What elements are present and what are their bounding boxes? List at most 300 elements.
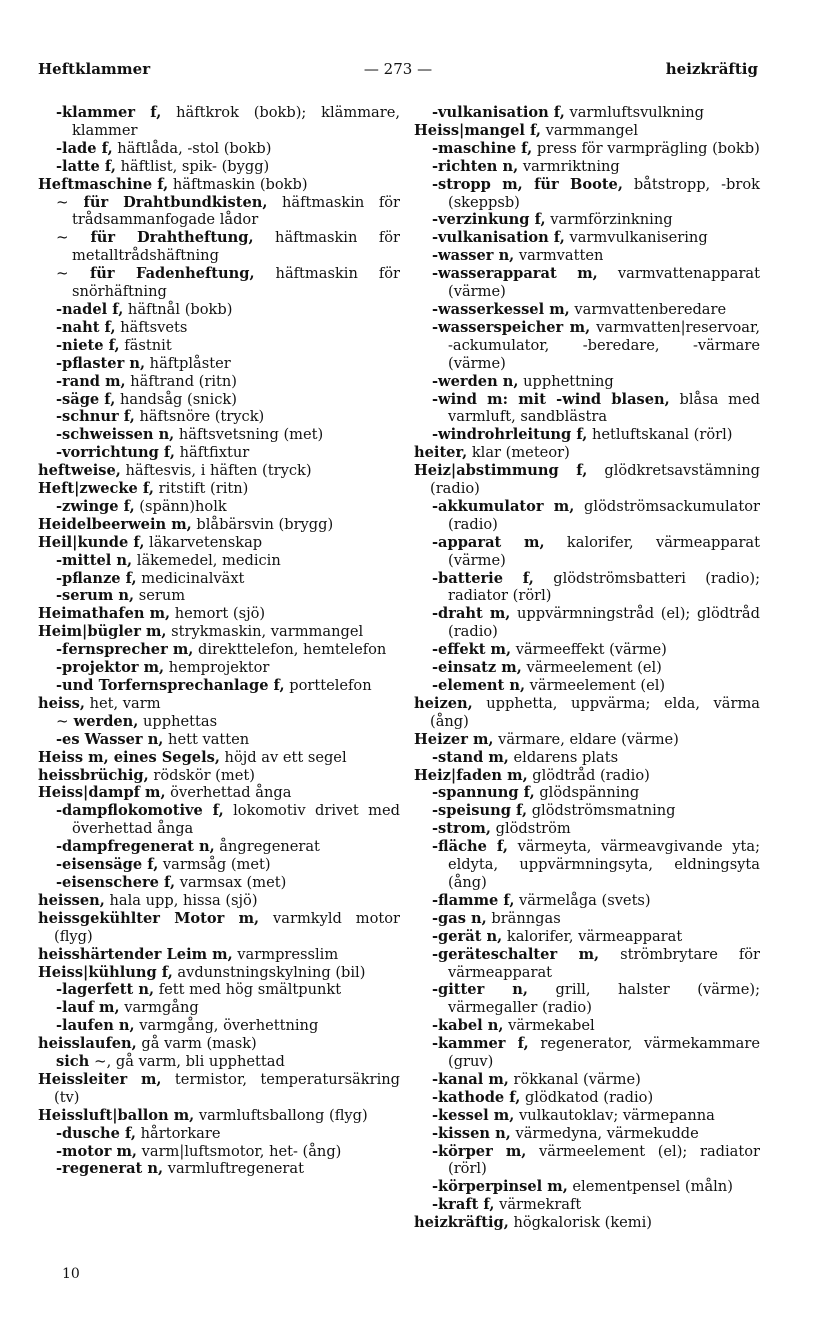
definition: hårtorkare [136,1124,221,1142]
headword: -und Torfernsprechanlage f, [56,677,285,694]
subentry [414,1178,760,1196]
definition: klar (meteor) [467,444,570,462]
headword: -dusche f, [56,1124,136,1142]
subentry [414,749,760,767]
definition: fästnit [119,336,172,354]
entry [38,480,400,498]
definition: porttelefon [284,677,372,694]
headword: -mittel n, [56,551,133,569]
subentry [414,1017,760,1035]
definition: häftmaskin för snörhäftning [72,265,401,301]
definition: varmgång, överhettning [134,1017,319,1035]
definition: värmeeffekt (värme) [511,641,667,659]
subentry [414,391,760,427]
definition: varmsåg (met) [158,856,271,874]
definition: varmluftsballong (flyg) [194,1106,368,1124]
definition: häftkrok (bokb); klämmare, klammer [72,104,400,139]
headword: -vulkanisation f, [432,229,565,247]
definition: värmeelement (el) [521,659,662,677]
headword: sich [56,1053,90,1071]
subentry [38,713,400,731]
subentry [414,229,760,247]
headword: Heft|zwecke f, [38,480,154,498]
definition: högkalorisk (kemi) [508,1214,652,1232]
definition: varmvatten|reservoar, -ackumulator, -beredare, -värmare (värme) [448,318,760,372]
headword: -effekt m, [432,641,512,659]
headword: -dampflokomotive f, [56,802,224,820]
definition: press för varmprägling (bokb) [532,139,760,157]
headword: Heizer m, [414,730,494,748]
headword: -fernsprecher m, [56,641,194,659]
headword: -richten n, [432,157,519,175]
entry [38,176,400,194]
subentry [38,229,400,265]
definition: varmförzinkning [545,211,673,229]
entry [414,444,760,462]
headword: -apparat m, [432,533,545,551]
subentry [414,104,760,122]
headword: heftweise, [38,462,121,480]
subentry [38,1017,400,1035]
definition: häftmaskin för metalltrådshäftning [72,229,401,265]
definition: rökkanal (värme) [508,1070,641,1088]
subentry [38,641,400,659]
headword: heizkräftig, [414,1214,509,1232]
headword: -vorrichtung f, [56,444,175,462]
headword: -wasser n, [432,247,515,265]
headword: heissen, [38,891,105,909]
headword: Heim|bügler m, [38,623,167,641]
subentry [414,641,760,659]
subentry [414,677,760,695]
headword: -serum n, [56,587,135,605]
subentry [414,158,760,176]
definition: varmriktning [518,157,620,175]
entry [38,1035,400,1053]
subentry [414,946,760,982]
subentry [414,301,760,319]
entry [38,605,400,623]
subentry [38,194,400,230]
definition: glödkatod (radio) [520,1088,654,1106]
definition: varmpresslim [232,945,339,963]
subentry [414,1035,760,1071]
definition: överhettad ånga [165,784,292,802]
page-number: — 273 — [363,60,433,78]
subentry [414,140,760,158]
definition: hetluftskanal (rörl) [587,426,733,444]
entry [414,731,760,749]
headword: -windrohrleitung f, [432,426,588,444]
definition: varmluftsvulkning [564,104,705,121]
headword: -latte f, [56,157,116,175]
headword: -naht f, [56,318,116,336]
entry [414,767,760,785]
subentry [38,838,400,856]
definition: medicinalväxt [136,569,245,587]
headword: -niete f, [56,336,120,354]
definition: varmluftregenerat [163,1160,304,1178]
subentry [38,426,400,444]
headword: -wasserspeicher m, [432,318,591,336]
tilde-mark: ~ [56,228,69,247]
headword: -kissen n, [432,1124,511,1142]
subentry [38,659,400,677]
entry [38,534,400,552]
headword: -wind m: mit -wind blasen, [432,390,670,408]
headword: -säge f, [56,390,116,408]
headword: -laufen n, [56,1017,135,1035]
headword: -motor m, [56,1142,137,1160]
definition: , gå varm, bli upphettad [106,1053,285,1071]
headword: -lagerfett n, [56,981,155,999]
subentry [38,874,400,892]
definition: värmelåga (svets) [514,891,651,909]
headword: -werden n, [432,372,519,390]
subentry [414,820,760,838]
definition: båtstropp, -brok (skeppsb) [448,175,760,211]
definition: häftplåster [145,354,231,372]
definition: direkttelefon, hemtelefon [193,641,387,659]
headword: Heiss m, eines Segels, [38,748,220,766]
entry [38,695,400,713]
headword: Heil|kunde f, [38,533,145,551]
entry [38,767,400,785]
subentry [414,498,760,534]
headword: -körper m, [432,1142,527,1160]
headword: -nadel f, [56,300,124,318]
headword: Heiss|kühlung f, [38,963,173,981]
entry [414,1214,760,1232]
headword: -es Wasser n, [56,730,164,748]
subentry [414,1143,760,1179]
headword: Heiz|abstimmung f, [414,462,588,480]
definition: termistor, temperatursäkring (tv) [54,1070,400,1106]
subentry [414,802,760,820]
definition: varmvatten [514,247,604,265]
subentry [414,605,760,641]
definition: hala upp, hissa (sjö) [104,891,258,909]
headword: Heissleiter m, [38,1070,162,1088]
definition: värmedyna, värmekudde [510,1124,699,1142]
definition: häftlist, spik- (bygg) [115,157,270,175]
definition: hett vatten [163,730,250,748]
subentry [414,319,760,373]
entry [38,784,400,802]
subentry [38,1160,400,1178]
definition: kalorifer, värmeapparat (värme) [448,533,760,569]
subentry [38,408,400,426]
headword: -lade f, [56,139,113,157]
headword: -strom, [432,820,491,838]
definition: glödströmsbatteri (radio); radiator (rörl) [448,569,760,605]
definition: upphettning [518,372,614,390]
definition: läkarvetenskap [144,533,263,551]
headword: -draht m, [432,605,511,623]
definition: elementpensel (måln) [567,1178,733,1196]
headword: für Fadenheftung, [68,265,255,283]
headword: für Drahtheftung, [68,229,254,247]
headword: -kammer f, [432,1035,529,1053]
headword: heiss, [38,694,85,712]
entry [38,964,400,982]
definition: häftmaskin för trådsammanfogade lådor [72,193,400,229]
definition: häftsnöre (tryck) [134,408,265,426]
headword: Heftmaschine f, [38,175,169,193]
headword: -maschine f, [432,139,533,157]
definition: glödtråd (radio) [527,766,650,784]
subentry [414,570,760,606]
definition: vulkautoklav; värmepanna [514,1106,715,1124]
entry [38,946,400,964]
entry [38,910,400,946]
right-column [414,104,760,1232]
definition: regenerator, värmekammare (gruv) [448,1035,760,1071]
definition: lokomotiv drivet med överhettad ånga [72,802,400,838]
subentry [38,802,400,838]
definition: häftmaskin (bokb) [168,175,308,193]
subentry [414,1071,760,1089]
definition: häftfixtur [174,444,250,462]
definition: varmsax (met) [175,873,287,891]
entry [414,462,760,498]
subentry [38,158,400,176]
tilde-mark: ~ [56,264,69,283]
subentry [38,981,400,999]
subentry [414,784,760,802]
subentry [38,570,400,588]
entry [38,1107,400,1125]
tilde-mark: ~ [56,192,69,211]
subentry [38,355,400,373]
headword: Heiz|faden m, [414,766,528,784]
subentry [38,373,400,391]
header-left-guideword: Heftklammer [38,60,151,78]
headword: -geräteschalter m, [432,945,600,963]
subentry [414,838,760,892]
headword: Heiss|dampf m, [38,784,166,802]
definition: het, varm [84,694,161,712]
subentry [414,1125,760,1143]
headword: -körperpinsel m, [432,1178,568,1196]
headword: -kabel n, [432,1017,504,1035]
definition: varmkyld motor (flyg) [54,909,400,945]
subentry [414,373,760,391]
definition: strömbrytare för värmeapparat [448,945,761,981]
subentry [38,498,400,516]
definition: läkemedel, medicin [132,551,281,569]
headword: -projektor m, [56,659,165,677]
definition: värmeelement (el) [525,677,666,694]
headword: -stropp m, für Boote, [432,175,623,193]
definition: värmare, eldare (värme) [493,730,679,748]
entry [414,695,760,731]
headword: für Drahtbundkisten, [68,193,268,211]
subentry [38,552,400,570]
subentry [414,1089,760,1107]
definition: blåsa med varmluft, sandblästra [448,390,761,426]
subentry [414,659,760,677]
headword: -gerät n, [432,927,503,945]
definition: varm|luftsmotor, het- (ång) [137,1142,342,1160]
definition: värmekraft [494,1196,582,1214]
definition: blåbärsvin (brygg) [191,515,334,533]
subentry [414,211,760,229]
definition: varmmangel [541,121,639,139]
headword: -kraft f, [432,1196,495,1214]
definition: avdunstningskylning (bil) [172,963,366,981]
headword: -schnur f, [56,408,135,426]
headword: heisslaufen, [38,1035,137,1053]
headword: -dampfregenerat n, [56,838,215,856]
entry [414,122,760,140]
headword: -akkumulator m, [432,497,575,515]
left-column [38,104,400,1178]
definition: häftnål (bokb) [123,300,233,318]
subentry [38,1143,400,1161]
definition: kalorifer, värmeapparat [502,927,683,945]
headword: -gitter n, [432,981,528,999]
entry [38,1071,400,1107]
subentry [38,391,400,409]
headword: heissgekühlter Motor m, [38,909,260,927]
entry [38,516,400,534]
headword: -pflanze f, [56,569,137,587]
definition: värmeelement (el); radiator (rörl) [448,1142,760,1178]
definition: hemprojektor [164,659,270,677]
headword: Heiss|mangel f, [414,121,542,139]
definition: glödström [490,820,571,838]
headword: -zwinge f, [56,497,135,515]
subentry [38,1125,400,1143]
subentry [38,104,400,140]
headword: -spannung f, [432,784,535,802]
headword: werden, [68,712,139,730]
definition: rödskör (met) [148,766,255,784]
headword: -pflaster n, [56,354,146,372]
subentry [38,1053,400,1071]
headword: -element n, [432,677,526,694]
headword: -kathode f, [432,1088,521,1106]
definition: upphettas [138,712,218,730]
definition: eldarens plats [508,748,619,766]
subentry [414,981,760,1017]
definition: serum [134,587,186,605]
headword: -rand m, [56,372,126,390]
headword: -gas n, [432,909,487,927]
definition: strykmaskin, varmmangel [166,623,364,641]
entry [38,749,400,767]
entry [38,462,400,480]
headword: -fläche f, [432,838,508,856]
headword: -speisung f, [432,802,528,820]
entry [38,892,400,910]
subentry [38,337,400,355]
tilde-mark: ~ [56,711,69,730]
headword: -schweissen n, [56,426,175,444]
subentry [38,856,400,874]
subentry [414,910,760,928]
headword: heiter, [414,444,468,462]
subentry [38,587,400,605]
headword: -einsatz m, [432,659,522,677]
headword: Heissluft|ballon m, [38,1106,195,1124]
headword: -kessel m, [432,1106,515,1124]
definition: (spänn)holk [134,497,227,515]
headword: -regenerat n, [56,1160,164,1178]
subentry [38,999,400,1017]
definition: hemort (sjö) [170,605,266,623]
definition: fett med hög smältpunkt [154,981,342,999]
definition: grill, halster (värme); värmegaller (radio) [448,981,760,1017]
definition: häftesvis, i häften (tryck) [120,462,312,480]
signature-mark: 10 [62,1266,80,1282]
definition: handsåg (snick) [115,390,237,408]
definition: glödspänning [534,784,640,802]
subentry [414,534,760,570]
definition: värmeyta, värmeavgivande yta; eldyta, uppvärmningsyta, eldningsyta (ång) [448,838,760,891]
definition: häftsvets [115,318,188,336]
headword: heisshärtender Leim m, [38,945,233,963]
subentry [38,319,400,337]
subentry [414,265,760,301]
subentry [38,731,400,749]
subentry [38,301,400,319]
headword: -lauf m, [56,999,120,1017]
headword: -eisensäge f, [56,856,159,874]
headword: -wasserkessel m, [432,300,570,318]
entry [38,623,400,641]
definition: varmvulkanisering [564,229,708,247]
tilde-mark: ~ [89,1052,107,1071]
definition: glödkretsavstämning (radio) [430,462,760,498]
headword: heizen, [414,694,473,712]
headword: heissbrüchig, [38,766,149,784]
subentry [414,426,760,444]
definition: gå varm (mask) [136,1035,257,1053]
subentry [414,1107,760,1125]
definition: ritstift (ritn) [153,480,249,498]
headword: -eisenschere f, [56,873,176,891]
subentry [38,265,400,301]
definition: ångregenerat [214,838,320,856]
definition: glödströmsackumulator (radio) [448,497,760,533]
subentry [414,176,760,212]
definition: varmgång [119,999,199,1017]
definition: häftlåda, -stol (bokb) [112,139,272,157]
definition: värmekabel [503,1017,595,1035]
subentry [38,140,400,158]
definition: höjd av ett segel [219,748,347,766]
headword: -verzinkung f, [432,211,546,229]
headword: -wasserapparat m, [432,265,598,283]
definition: bränngas [486,909,561,927]
headword: -vulkanisation f, [432,104,565,121]
definition: varmvattenberedare [569,300,727,318]
headword: -kanal m, [432,1070,509,1088]
subentry [38,444,400,462]
headword: -stand m, [432,748,509,766]
definition: häftsvetsning (met) [174,426,324,444]
subentry [414,247,760,265]
definition: varmvattenapparat (värme) [448,265,760,301]
headword: Heimathafen m, [38,605,171,623]
definition: glödströmsmatning [527,802,676,820]
headword: Heidelbeerwein m, [38,515,192,533]
subentry [414,1196,760,1214]
page-header [38,60,758,82]
definition: häftrand (ritn) [125,372,237,390]
